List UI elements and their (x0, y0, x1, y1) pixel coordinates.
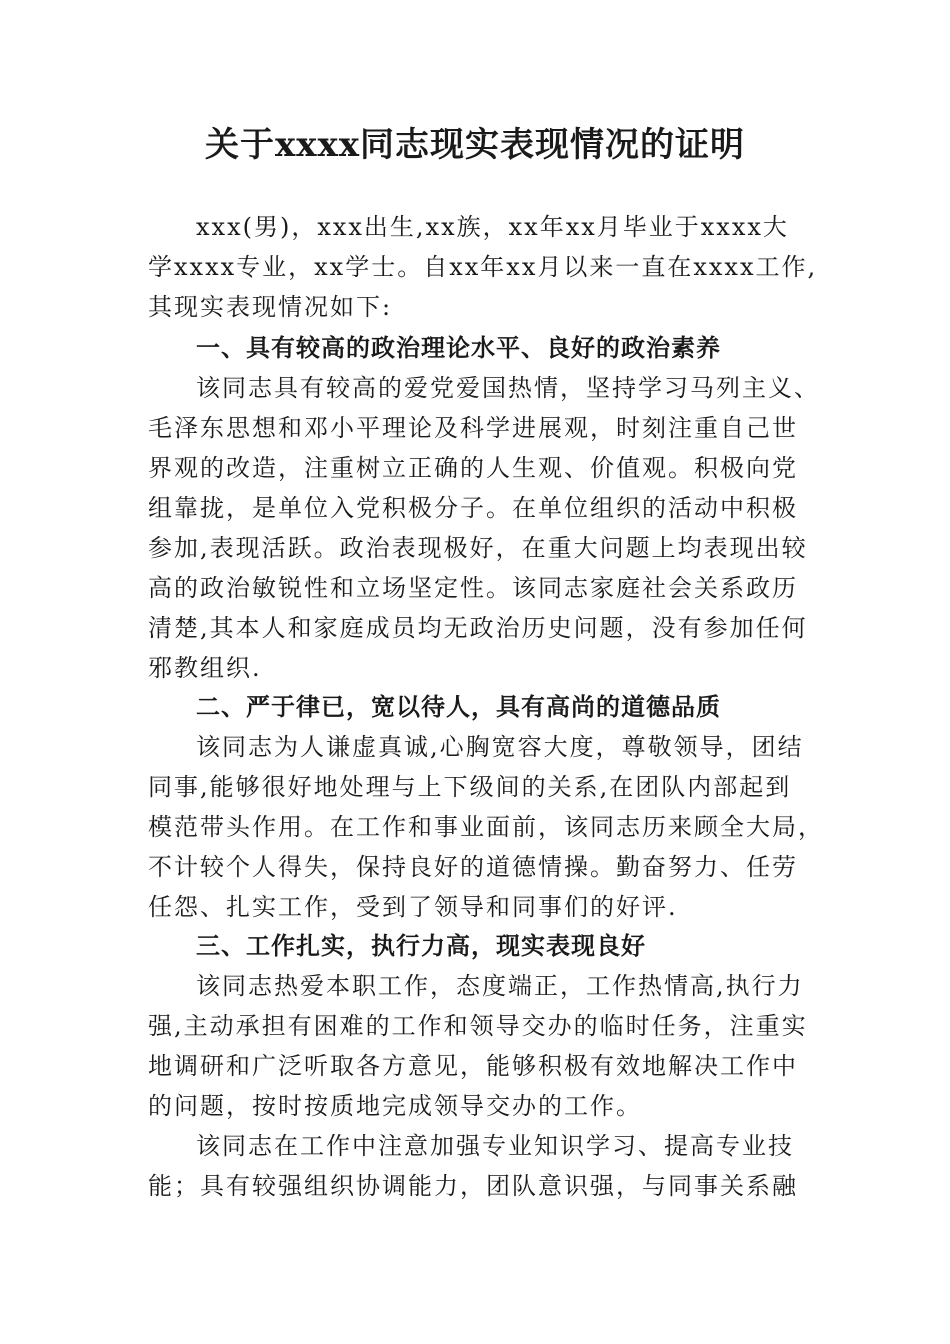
section1-line: 该同志具有较高的爱党爱国热情，坚持学习马列主义、 (196, 374, 820, 402)
section2-line: 不计较个人得失，保持良好的道德情操。勤奋努力、任劳 (148, 853, 798, 881)
section2-line: 同事,能够很好地处理与上下级间的关系,在团队内部起到 (148, 773, 792, 801)
section1-line: 邪教组织. (148, 654, 262, 682)
section1-line: 界观的改造，注重树立正确的人生观、价值观。积极向党 (148, 454, 798, 482)
section1-line: 清楚,其本人和家庭成员均无政治历史问题，没有参加任何 (148, 614, 808, 642)
section2-line: 模范带头作用。在工作和事业面前，该同志历来顾全大局， (148, 813, 824, 841)
section3-line: 强,主动承担有困难的工作和领导交办的临时任务，注重实 (148, 1012, 808, 1040)
section3-line: 能；具有较强组织协调能力，团队意识强，与同事关系融 (148, 1172, 798, 1200)
section3-line: 地调研和广泛听取各方意见，能够积极有效地解决工作中 (148, 1052, 798, 1080)
section2-line: 该同志为人谦虚真诚,心胸宽容大度，尊敬领导，团结 (196, 733, 804, 761)
section1-line: 毛泽东思想和邓小平理论及科学进展观，时刻注重自己世 (148, 414, 798, 442)
intro-line: 学xxxx专业，xx学士。自xx年xx月以来一直在xxxx工作, (148, 253, 818, 281)
section3-line: 该同志在工作中注意加强专业知识学习、提高专业技 (196, 1132, 794, 1160)
section1-line: 参加,表现活跃。政治表现极好，在重大问题上均表现出较 (148, 534, 808, 562)
section-heading-1: 一、具有较高的政治理论水平、良好的政治素养 (196, 333, 721, 362)
document-title: 关于xxxx同志现实表现情况的证明 (204, 125, 746, 165)
section3-line: 该同志热爱本职工作，态度端正，工作热情高,执行力 (196, 972, 804, 1000)
section3-line: 的问题，按时按质地完成领导交办的工作。 (148, 1092, 642, 1120)
intro-line: 其现实表现情况如下: (148, 293, 393, 321)
intro-line: xxx(男)，xxx出生,xx族，xx年xx月毕业于xxxx大 (196, 213, 789, 241)
section1-line: 组靠拢，是单位入党积极分子。在单位组织的活动中积极 (148, 494, 798, 522)
section-heading-2: 二、严于律已，宽以待人，具有高尚的道德品质 (196, 692, 721, 721)
section-heading-3: 三、工作扎实，执行力高，现实表现良好 (196, 931, 646, 960)
section1-line: 高的政治敏锐性和立场坚定性。该同志家庭社会关系政历 (148, 574, 798, 602)
section2-line: 任怨、扎实工作，受到了领导和同事们的好评. (148, 893, 678, 921)
